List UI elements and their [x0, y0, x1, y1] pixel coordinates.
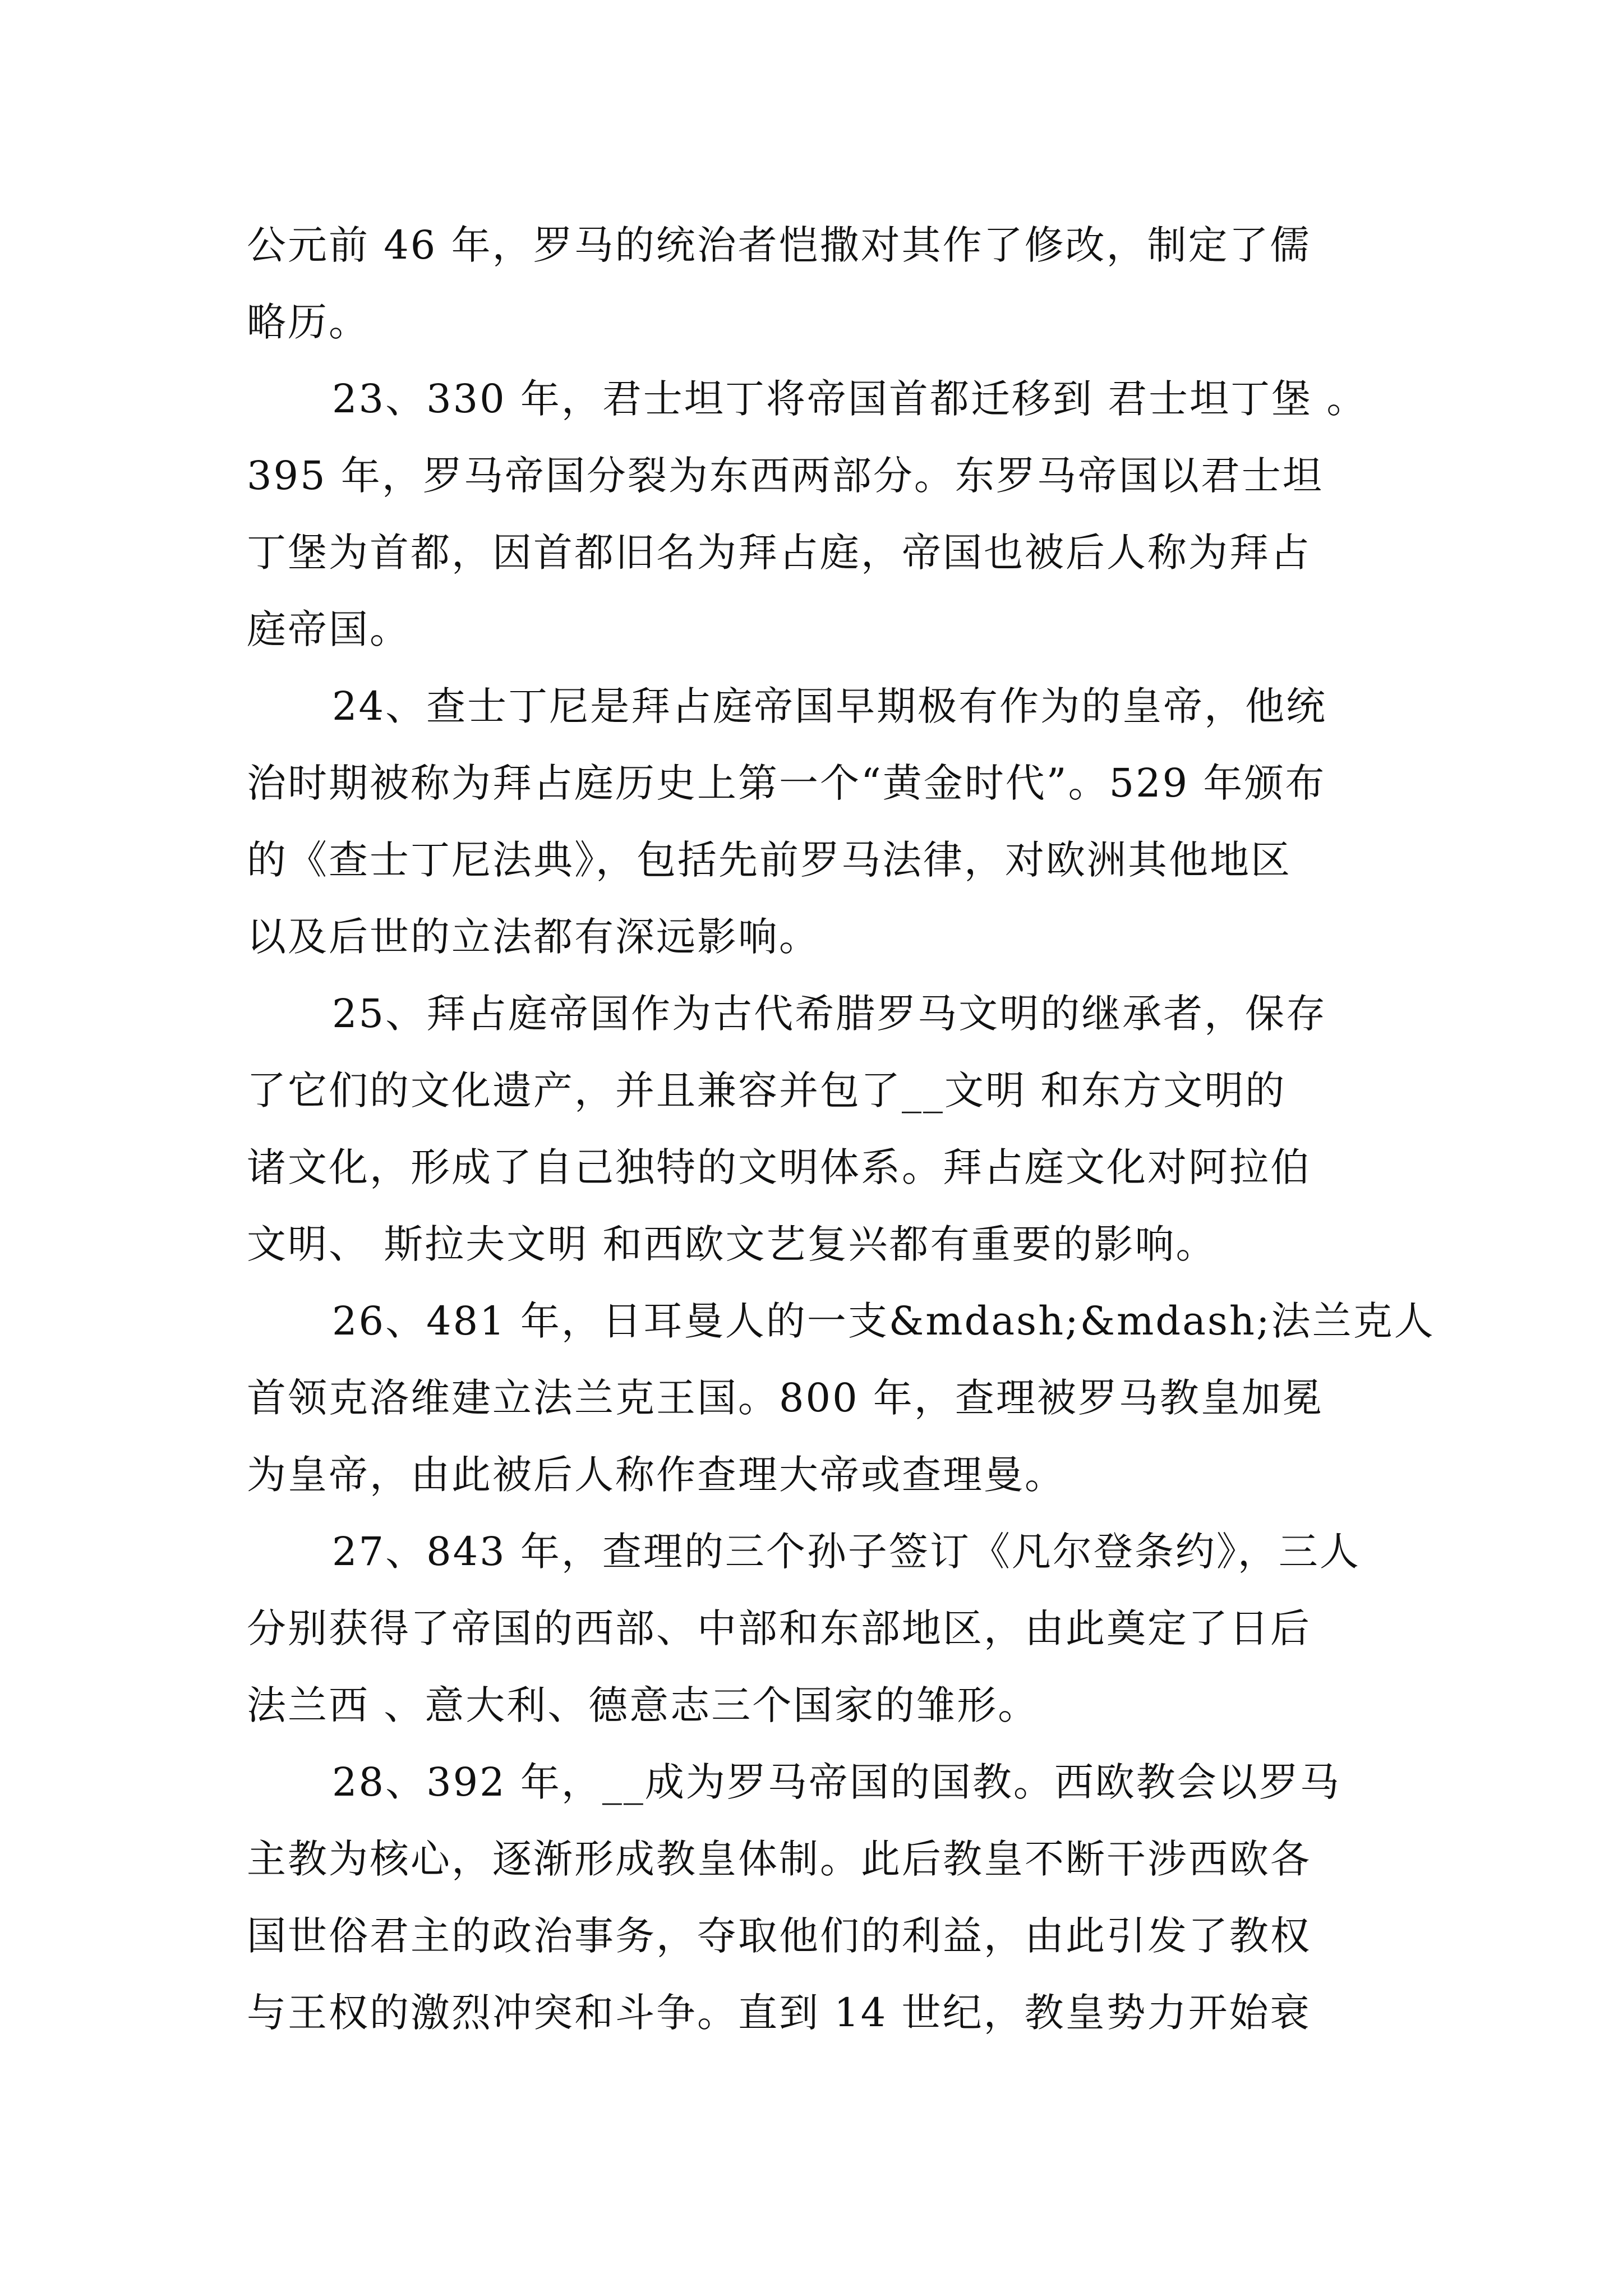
paragraph-25-start: 25、拜占庭帝国作为古代希腊罗马文明的继承者，保存 [332, 991, 1327, 1037]
text-line: 文明、 斯拉夫文明 和西欧文艺复兴都有重要的影响。 [247, 1221, 1217, 1267]
paragraph-28-start: 28、392 年，__成为罗马帝国的国教。西欧教会以罗马 [332, 1759, 1341, 1805]
paragraph-23-start: 23、330 年，君士坦丁将帝国首都迁移到 君士坦丁堡 。 [332, 376, 1368, 422]
body-text [247, 207, 1435, 2051]
text-line: 分别获得了帝国的西部、中部和东部地区，由此奠定了日后 [247, 1605, 1311, 1651]
text-line: 丁堡为首都，因首都旧名为拜占庭，帝国也被后人称为拜占 [247, 530, 1311, 576]
paragraph-24-start: 24、查士丁尼是拜占庭帝国早期极有作为的皇帝，他统 [332, 683, 1327, 729]
text-line: 国世俗君主的政治事务，夺取他们的利益，由此引发了教权 [247, 1913, 1311, 1959]
text-line: 的《查士丁尼法典》，包括先前罗马法律，对欧洲其他地区 [247, 837, 1292, 883]
text-line: 诸文化，形成了自己独特的文明体系。拜占庭文化对阿拉伯 [247, 1144, 1311, 1190]
text-line: 法兰西 、意大利、德意志三个国家的雏形。 [247, 1682, 1039, 1728]
text-line: 395 年，罗马帝国分裂为东西两部分。东罗马帝国以君士坦 [247, 453, 1324, 499]
text-line: 主教为核心，逐渐形成教皇体制。此后教皇不断干涉西欧各 [247, 1836, 1311, 1882]
text-line: 与王权的激烈冲突和斗争。直到 14 世纪，教皇势力开始衰 [247, 1990, 1311, 2036]
text-line: 略历。 [247, 299, 370, 345]
paragraph-27-start: 27、843 年，查理的三个孙子签订《凡尔登条约》，三人 [332, 1529, 1361, 1575]
paragraph-26-start: 26、481 年，日耳曼人的一支&mdash;&mdash;法兰克人 [332, 1298, 1435, 1344]
text-line: 庭帝国。 [247, 606, 411, 652]
text-line: 治时期被称为拜占庭历史上第一个“黄金时代”。529 年颁布 [247, 760, 1326, 806]
text-line: 公元前 46 年，罗马的统治者恺撒对其作了修改，制定了儒 [247, 222, 1311, 268]
text-line: 首领克洛维建立法兰克王国。800 年，查理被罗马教皇加冕 [247, 1375, 1324, 1421]
text-line: 以及后世的立法都有深远影响。 [247, 914, 820, 960]
text-line: 为皇帝，由此被后人称作查理大帝或查理曼。 [247, 1452, 1066, 1498]
text-line: 了它们的文化遗产，并且兼容并包了__文明 和东方文明的 [247, 1068, 1287, 1114]
